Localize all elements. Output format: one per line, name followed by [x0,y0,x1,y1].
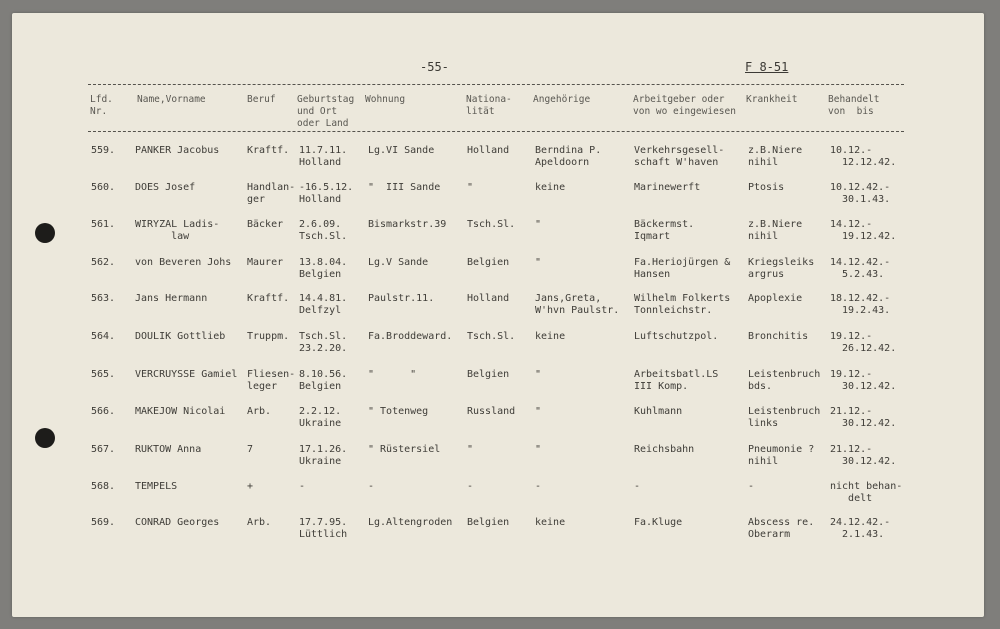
behandelt-cell: 21.12.- 30.12.42. [830,406,897,429]
angehoerige-cell: " [535,406,542,417]
row-number: 565. [91,369,116,380]
row-number: 568. [91,481,116,492]
nationalitaet-cell: Tsch.Sl. [467,331,516,342]
wohnung-cell: - [368,481,375,492]
angehoerige-cell: keine [535,331,566,342]
row-number: 560. [91,182,116,193]
angehoerige-cell: keine [535,517,566,528]
krankheit-cell: Kriegsleiks argrus [748,257,815,280]
arbeitgeber-cell: Fa.Kluge [634,517,683,528]
geburt-cell: 8.10.56. Belgien [299,369,348,392]
wohnung-cell: Lg.V Sande [368,257,429,268]
nationalitaet-cell: " [467,444,474,455]
row-number: 562. [91,257,116,268]
behandelt-cell: 19.12.- 26.12.42. [830,331,897,354]
wohnung-cell: Paulstr.11. [368,293,435,304]
header-krankheit: Krankheit [746,94,798,105]
geburt-cell: 13.8.04. Belgien [299,257,348,280]
arbeitgeber-cell: Luftschutzpol. [634,331,719,342]
geburt-cell: 2.2.12. Ukraine [299,406,342,429]
beruf-cell: 7 [247,444,254,455]
top-rule [88,84,904,85]
nationalitaet-cell: Russland [467,406,516,417]
krankheit-cell: - [748,481,755,492]
nationalitaet-cell: Holland [467,145,510,156]
name-cell: VERCRUYSSE Gamiel [135,369,238,380]
arbeitgeber-cell: Verkehrsgesell- schaft W'haven [634,145,725,168]
wohnung-cell: Fa.Broddeward. [368,331,453,342]
name-cell: Jans Hermann [135,293,208,304]
angehoerige-cell: Berndina P. Apeldoorn [535,145,602,168]
beruf-cell: Truppm. [247,331,290,342]
punch-hole [35,223,55,243]
row-number: 566. [91,406,116,417]
header-behandelt: Behandelt von bis [828,94,880,117]
beruf-cell: Bäcker [247,219,284,230]
name-cell: PANKER Jacobus [135,145,220,156]
wohnung-cell: Lg.VI Sande [368,145,435,156]
header-name: Name,Vorname [137,94,206,105]
angehoerige-cell: " [535,257,542,268]
wohnung-cell: " Rüstersiel [368,444,441,455]
name-cell: MAKEJOW Nicolai [135,406,226,417]
nationalitaet-cell: Holland [467,293,510,304]
angehoerige-cell: " [535,444,542,455]
geburt-cell: -16.5.12. Holland [299,182,354,205]
header-geburt: Geburtstag und Ort oder Land [297,94,355,129]
nationalitaet-cell: Belgien [467,517,510,528]
behandelt-cell: 14.12.42.- 5.2.43. [830,257,891,280]
header-rule [88,131,904,132]
beruf-cell: Kraftf. [247,145,290,156]
row-number: 563. [91,293,116,304]
arbeitgeber-cell: Wilhelm Folkerts Tonnleichstr. [634,293,731,316]
reference-code: F 8-51 [745,60,789,74]
beruf-cell: Arb. [247,406,272,417]
angehoerige-cell: - [535,481,542,492]
arbeitgeber-cell: Kuhlmann [634,406,683,417]
angehoerige-cell: Jans,Greta, W'hvn Paulstr. [535,293,620,316]
geburt-cell: - [299,481,306,492]
krankheit-cell: Pneumonie ? nihil [748,444,815,467]
header-lfd-nr: Lfd. Nr. [90,94,113,117]
arbeitgeber-cell: - [634,481,641,492]
name-cell: CONRAD Georges [135,517,220,528]
krankheit-cell: Bronchitis [748,331,809,342]
nationalitaet-cell: Belgien [467,369,510,380]
name-cell: DOULIK Gottlieb [135,331,226,342]
header-wohnung: Wohnung [365,94,406,105]
wohnung-cell: Lg.Altengroden [368,517,453,528]
behandelt-cell: 24.12.42.- 2.1.43. [830,517,891,540]
arbeitgeber-cell: Arbeitsbatl.LS III Komp. [634,369,719,392]
beruf-cell: Arb. [247,517,272,528]
beruf-cell: Handlan- ger [247,182,296,205]
angehoerige-cell: keine [535,182,566,193]
behandelt-cell: 18.12.42.- 19.2.43. [830,293,891,316]
krankheit-cell: z.B.Niere nihil [748,219,803,242]
name-cell: WIRYZAL Ladis- law [135,219,220,242]
page-number: -55- [420,60,449,74]
behandelt-cell: 10.12.- 12.12.42. [830,145,897,168]
arbeitgeber-cell: Fa.Heriojürgen & Hansen [634,257,731,280]
row-number: 559. [91,145,116,156]
geburt-cell: 17.1.26. Ukraine [299,444,348,467]
header-angehoerige: Angehörige [533,94,591,105]
angehoerige-cell: " [535,369,542,380]
krankheit-cell: Leistenbruch links [748,406,821,429]
krankheit-cell: Ptosis [748,182,785,193]
header-nationalitaet: Nationa- lität [466,94,512,117]
name-cell: von Beveren Johs [135,257,232,268]
behandelt-cell: 14.12.- 19.12.42. [830,219,897,242]
geburt-cell: 17.7.95. Lüttlich [299,517,348,540]
name-cell: TEMPELS [135,481,178,492]
beruf-cell: + [247,481,254,492]
beruf-cell: Kraftf. [247,293,290,304]
krankheit-cell: Leistenbruch bds. [748,369,821,392]
name-cell: RUKTOW Anna [135,444,202,455]
krankheit-cell: Abscess re. Oberarm [748,517,815,540]
behandelt-cell: 21.12.- 30.12.42. [830,444,897,467]
angehoerige-cell: " [535,219,542,230]
behandelt-cell: 19.12.- 30.12.42. [830,369,897,392]
geburt-cell: 14.4.81. Delfzyl [299,293,348,316]
geburt-cell: Tsch.Sl. 23.2.20. [299,331,348,354]
wohnung-cell: Bismarkstr.39 [368,219,447,230]
nationalitaet-cell: Tsch.Sl. [467,219,516,230]
behandelt-cell: nicht behan- delt [830,481,903,504]
row-number: 561. [91,219,116,230]
nationalitaet-cell: Belgien [467,257,510,268]
beruf-cell: Maurer [247,257,284,268]
geburt-cell: 11.7.11. Holland [299,145,348,168]
behandelt-cell: 10.12.42.- 30.1.43. [830,182,891,205]
punch-hole [35,428,55,448]
krankheit-cell: z.B.Niere nihil [748,145,803,168]
arbeitgeber-cell: Bäckermst. Iqmart [634,219,695,242]
beruf-cell: Fliesen- leger [247,369,296,392]
nationalitaet-cell: " [467,182,474,193]
arbeitgeber-cell: Marinewerft [634,182,701,193]
nationalitaet-cell: - [467,481,474,492]
wohnung-cell: " " [368,369,417,380]
header-arbeitgeber: Arbeitgeber oder von wo eingewiesen [633,94,736,117]
geburt-cell: 2.6.09. Tsch.Sl. [299,219,348,242]
name-cell: DOES Josef [135,182,196,193]
row-number: 564. [91,331,116,342]
row-number: 567. [91,444,116,455]
krankheit-cell: Apoplexie [748,293,803,304]
header-beruf: Beruf [247,94,276,105]
wohnung-cell: " III Sande [368,182,441,193]
row-number: 569. [91,517,116,528]
arbeitgeber-cell: Reichsbahn [634,444,695,455]
wohnung-cell: " Totenweg [368,406,429,417]
